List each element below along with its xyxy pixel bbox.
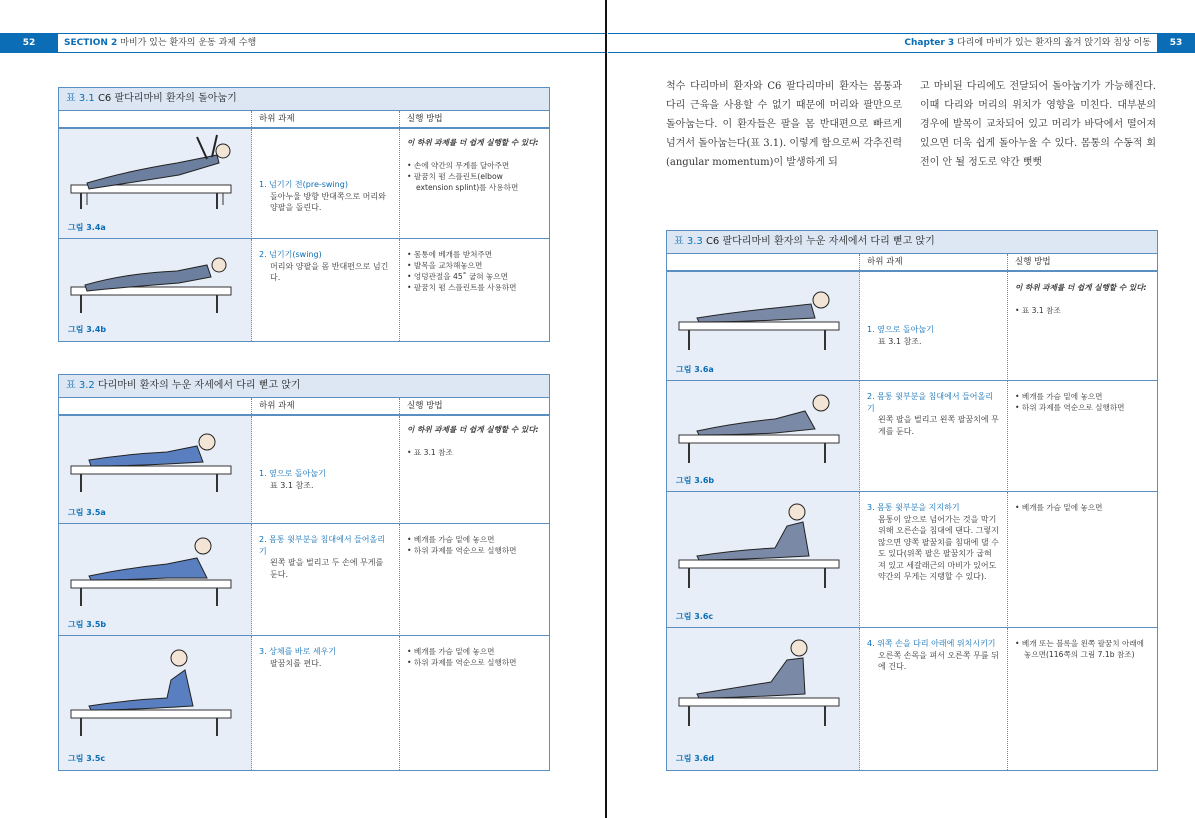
column-subtask: 하위 과제: [259, 114, 295, 124]
table-title: 표 3.1 C6 팔다리마비 환자의 돌아눕기: [59, 88, 549, 111]
method-cell: • 베개를 가슴 밑에 놓으면 • 하위 과제를 역순으로 실행하면: [407, 647, 517, 667]
subtask-cell: 3. 몸통 윗부분을 지지하기 몸통이 앞으로 넘어가는 것을 막기 위해 오른손을 침대에 댄다. 그렇지 않으면 양쪽 팔꿈치를 침대에 댈 수도 있다(위쪽 팔은 팔꿈치가 굽혀져 있고 세갈래근의 마비가 있어도 약간의 무게는 지탱할 수 있다).: [867, 503, 999, 581]
table-title: 표 3.2 다리마비 환자의 누운 자세에서 다리 뻗고 앉기: [59, 375, 549, 398]
table-row: [667, 271, 1157, 381]
subtask-cell: 2. 몸통 윗부분을 침대에서 들어올리기 왼쪽 팔을 벌리고 왼쪽 팔꿈치에 무게를 둔다.: [867, 392, 999, 436]
table-row: [667, 491, 1157, 628]
table-row: [667, 380, 1157, 492]
right-chapter-label: Chapter 3: [904, 38, 955, 48]
left-page-number: 52: [0, 34, 58, 52]
left-section-label: SECTION 2: [64, 38, 118, 48]
left-running-header: [0, 33, 605, 53]
subtask-cell: 1. 넘기기 전(pre-swing) 돌아누울 방향 반대쪽으로 머리와 양팔을 돌린다.: [259, 180, 386, 212]
subtask-cell: 3. 상체를 바로 세우기 팔꿈치를 편다.: [259, 647, 337, 668]
figure-illustration: [67, 640, 243, 740]
table-row: [59, 415, 549, 524]
subtask-cell: 4. 위쪽 손을 다리 아래에 위치시키기 오른쪽 손목을 펴서 오른쪽 무릎 뒤에 건다.: [867, 639, 999, 671]
method-cell: 이 하위 과제를 더 쉽게 실행할 수 있다: • 표 3.1 참조: [407, 425, 539, 457]
right-running-header: [608, 33, 1195, 53]
table-title: 표 3.3 C6 팔다리마비 환자의 누운 자세에서 다리 뻗고 앉기: [667, 231, 1157, 254]
figure-label: 그림 3.5b: [68, 620, 107, 629]
method-cell: • 베개를 가슴 밑에 놓으면: [1015, 503, 1103, 512]
column-header-row: 하위 과제 실행 방법: [667, 254, 1157, 271]
figure-illustration: [67, 420, 243, 500]
table-row: [59, 635, 549, 770]
body-text-column-2: 고 마비된 다리에도 전달되어 돌아눕기가 가능해진다. 이때 다리와 머리의 위치가 영향을 미친다. 대부분의 경우에 발목이 교차되어 있고 머리가 바닥에서 떨어져 있으면 더욱 쉽게 돌아누울 수 있다. 몸통의 수동적 회전이 안 될 정도로 약간 뻣뻣: [920, 81, 1156, 168]
figure-label: 그림 3.6c: [676, 612, 714, 621]
figure-label: 그림 3.4a: [68, 223, 106, 232]
table-3-1: [58, 87, 550, 342]
subtask-cell: 1. 옆으로 돌아눕기 표 3.1 참조.: [259, 469, 326, 490]
figure-label: 그림 3.6b: [676, 476, 715, 485]
table-3-3: [666, 230, 1158, 771]
method-cell: • 베개를 가슴 밑에 놓으면 • 하위 과제를 역순으로 실행하면: [1015, 392, 1125, 412]
column-header-row: 하위 과제 실행 방법: [59, 398, 549, 415]
figure-illustration: [67, 243, 243, 319]
table-3-2: [58, 374, 550, 771]
figure-illustration: [67, 528, 243, 612]
left-section-title: 마비가 있는 환자의 운동 과제 수행: [120, 38, 257, 48]
column-header-row: [59, 111, 549, 128]
column-method: 실행 방법: [407, 114, 443, 124]
method-cell: • 베개를 가슴 밑에 놓으면 • 하위 과제를 역순으로 실행하면: [407, 535, 517, 555]
table-row: [59, 238, 549, 341]
right-chapter-title: 다리에 마비가 있는 환자의 옮겨 앉기와 침상 이동: [957, 38, 1151, 48]
figure-label: 그림 3.6d: [676, 754, 715, 763]
table-row: [59, 128, 549, 239]
figure-label: 그림 3.6a: [676, 365, 714, 374]
right-page-number: 53: [1157, 34, 1195, 52]
method-cell: • 몸통에 베개를 받쳐주면 • 발목을 교차해놓으면 • 엉덩관절을 45˚ 굽혀 놓으면 • 팔꿈치 폄 스플린트를 사용하면: [407, 250, 517, 292]
body-text-column-1: 척수 다리마비 환자와 C6 팔다리마비 환자는 몸통과 다리 근육을 사용할 수 없기 때문에 머리와 팔만으로 돌아눕는다. 이 환자들은 팔을 몸 반대편으로 빠르게 넘겨서 돌아눕는다(표 3.1). 이렇게 함으로써 각추진력(angular momentum)이 발생하게 되: [666, 81, 902, 168]
figure-illustration: [675, 496, 851, 592]
subtask-cell: 2. 넘기기(swing) 머리와 양팔을 몸 반대편으로 넘긴다.: [259, 250, 389, 282]
method-cell: 이 하위 과제를 더 쉽게 실행할 수 있다: • 손에 약간의 무게를 달아주면 • 팔꿈치 폄 스플린트(elbow extension splint)를 사용하면: [407, 138, 539, 192]
figure-label: 그림 3.4b: [68, 325, 107, 334]
method-cell: 이 하위 과제를 더 쉽게 실행할 수 있다: • 표 3.1 참조: [1015, 283, 1147, 315]
table-row: [59, 523, 549, 636]
subtask-cell: 2. 몸통 윗부분을 침대에서 들어올리기 왼쪽 팔을 벌리고 두 손에 무게를 둔다.: [259, 535, 385, 579]
figure-illustration: [67, 133, 243, 213]
figure-illustration: [675, 276, 851, 356]
subtask-cell: 1. 옆으로 돌아눕기 표 3.1 참조.: [867, 325, 934, 346]
book-spine: [605, 0, 607, 818]
figure-label: 그림 3.5a: [68, 508, 106, 517]
table-row: [667, 627, 1157, 770]
figure-illustration: [675, 632, 851, 732]
method-cell: • 베개 또는 블록을 왼쪽 팔꿈치 아래에 놓으면(116쪽의 그림 7.1b 참조): [1015, 639, 1145, 659]
figure-illustration: [675, 385, 851, 469]
figure-label: 그림 3.5c: [68, 754, 106, 763]
